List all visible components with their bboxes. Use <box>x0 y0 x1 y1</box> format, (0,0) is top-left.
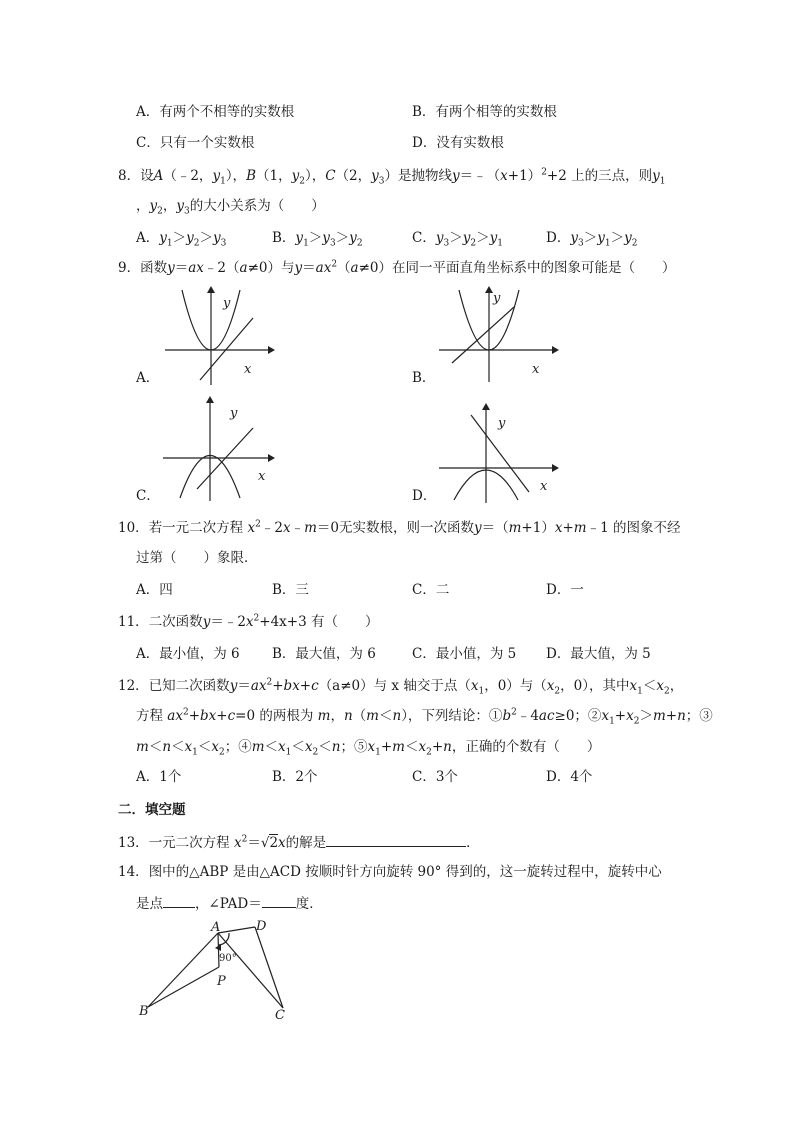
q9-stem: 9．函数y＝ax﹣2（a≠0）与$y=ax^2(a\ne 0)$在同一平面直角坐标系中的图象可能是（ ） <box>118 259 676 276</box>
graph-a-y-label: y <box>223 296 231 311</box>
graph-b-line <box>452 307 514 363</box>
q8-option-c: C．$y_3>y_2>y_1$ <box>412 230 503 249</box>
q10-stem-line1: 10．若一元二次方程 $x^2﹣2x﹣m=0$无实数根，则一次函数y＝（m+1）x+m﹣1 的图象不经 <box>118 519 681 536</box>
q11-option-c: C．最小值，为 5 <box>412 646 517 662</box>
point-p-label: P <box>217 974 226 989</box>
segment-ac <box>218 933 283 1008</box>
q10-option-c: C．二 <box>412 582 450 598</box>
point-c-label: C <box>275 1008 285 1023</box>
q11-option-a: A．最小值，为 6 <box>136 646 240 662</box>
q14-rotation-figure <box>135 915 305 1025</box>
graph-c-x-label: x <box>258 469 266 484</box>
q10-option-b: B．三 <box>272 582 309 598</box>
point-d-label: D <box>256 919 267 934</box>
q7-option-c: C．只有一个实数根 <box>136 135 255 151</box>
graph-d-x-label: x <box>540 479 548 494</box>
segment-ad <box>218 927 255 933</box>
q11-option-d: D．最大值，为 5 <box>546 646 651 662</box>
section-heading-fill-blank: 二．填空题 <box>118 802 186 818</box>
q14-stem-line2: 是点 ，∠PAD＝ 度． <box>136 893 323 914</box>
q9-option-a-label: A． <box>136 370 160 386</box>
segment-dc <box>255 927 283 1008</box>
graph-d-x-arrow <box>552 464 559 472</box>
point-b-label: B <box>139 1004 149 1019</box>
graph-b-y-arrow <box>485 286 493 293</box>
sqrt-symbol: √2 <box>260 835 279 851</box>
point-a-label: A <box>211 920 221 935</box>
q10-option-d: D．一 <box>546 582 584 598</box>
graph-d-y-arrow <box>482 403 490 410</box>
graph-b-y-label: y <box>493 291 501 306</box>
q12-option-a: A．1个 <box>136 769 182 785</box>
q12-stem-line2: 方程 $ax^2+bx+c=0$ 的两根为 m，n（m＜n），下列结论：$①b^2﹣4ac\ge 0$；$②x_1+x_2>m+n$；③ <box>136 707 713 727</box>
graph-a-y-arrow <box>207 286 215 293</box>
q14-center-blank[interactable] <box>163 893 195 908</box>
q12-stem-line1: 12．已知二次函数$y=ax^2+bx+c(a\ne 0)$与 x 轴交于点（$x_1$，0）与（$x_2$，0），其中$x_1<x_2$， <box>118 677 684 697</box>
q9-graph-c <box>160 393 280 503</box>
q12-option-c: C．3个 <box>412 769 458 785</box>
graph-b-x-label: x <box>532 362 540 377</box>
q9-option-c-label: C． <box>136 488 160 504</box>
q9-option-b-label: B． <box>412 370 436 386</box>
q10-stem-line2: 过第（ ）象限． <box>136 550 258 566</box>
graph-c-y-label: y <box>230 406 238 421</box>
q14-stem-line1: 14．图中的△ABP 是由△ACD 按顺时针方向旋转 90° 得到的，这一旋转过程中，旋转中心 <box>118 864 662 880</box>
segment-ab <box>148 933 218 1007</box>
q7-option-a: A．有两个不相等的实数根 <box>136 104 295 120</box>
graph-c-y-arrow <box>206 396 214 403</box>
q9-graph-b <box>434 285 564 385</box>
q12-option-b: B．2个 <box>272 769 318 785</box>
q11-stem: 11．二次函数$y=﹣2x^2+4x+3$ 有（ ） <box>118 613 379 630</box>
q8-option-d: D．$y_3>y_1>y_2$ <box>546 230 638 249</box>
graph-c-x-arrow <box>268 454 275 462</box>
q13-stem: 13．一元二次方程 $x^2=√2x$的解是 ． <box>118 832 480 853</box>
q13-answer-blank[interactable] <box>326 832 466 847</box>
segment-bp <box>148 967 219 1007</box>
graph-d-y-label: y <box>498 416 506 431</box>
q8-option-b: B．$y_1>y_3>y_2$ <box>272 230 363 249</box>
q7-option-b: B．有两个相等的实数根 <box>412 104 557 120</box>
q14-angle-blank[interactable] <box>262 893 296 908</box>
q10-option-a: A．四 <box>136 582 173 598</box>
q12-stem-line3: $m<n<x_1<x_2$；$④m<x_1<x_2<n$；$⑤x_1+m<x_2+n$，正确的个数有（ ） <box>136 739 601 758</box>
graph-a-x-label: x <box>244 362 252 377</box>
q8-option-a: A．$y_1>y_2>y_3$ <box>136 230 227 249</box>
q9-option-d-label: D． <box>412 488 437 504</box>
q7-option-d: D．没有实数根 <box>412 135 504 151</box>
graph-b-x-arrow <box>552 346 559 354</box>
q9-graph-a <box>160 285 280 385</box>
graph-a-x-arrow <box>268 346 275 354</box>
q11-option-b: B．最大值，为 6 <box>272 646 376 662</box>
q12-option-d: D．4个 <box>546 769 593 785</box>
q8-stem-line2: ，$y_2$，$y_3$的大小关系为（ ） <box>136 198 325 217</box>
angle-label: 90° <box>219 953 237 964</box>
q8-stem-line1: 8．设A（﹣2，$y_1$），B（1，$y_2$），C（2，$y_3$）是抛物线$y=﹣(x+1)^2+2$ 上的三点，则$y_1$ <box>118 167 666 187</box>
q9-graph-d <box>434 400 564 505</box>
